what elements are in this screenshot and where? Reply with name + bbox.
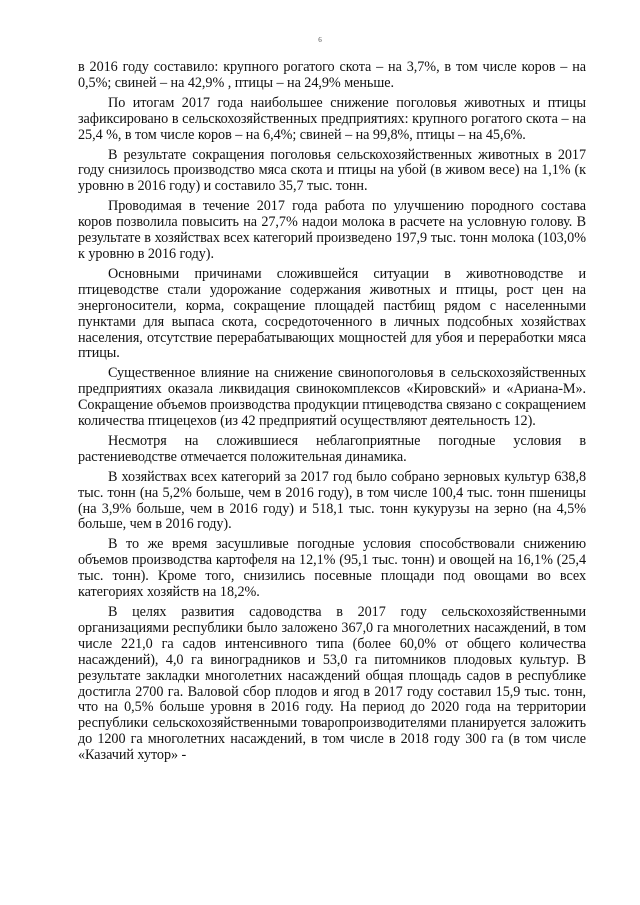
paragraph: В целях развития садоводства в 2017 году сельскохозяйственными организациями республики было заложено 367,0 га многолетних насаждений, в том числе 221,0 га садов интенсивного типа (более 60,0% от общего количества насаждений), 4,0 га виноградников и 53,0 га питомников плодовых культур. В результате закладки многолетних насаждений общая площадь садов в республике достигла 2700 га. Валовой сбор плодов и ягод в 2017 году составил 15,9 тыс. тонн, что на 0,5% больше уровня в 2016 году. На период до 2020 года на территории республики сельскохозяйственными товаропроизводителями планируется заложить до 1200 га многолетних насаждений, в том числе в 2018 году 300 га (в том числе «Казачий хутор» -	[78, 604, 586, 764]
paragraph: Проводимая в течение 2017 года работа по улучшению породного состава коров позволила повысить на 27,7% надои молока в расчете на условную голову. В результате в хозяйствах всех категорий произведено 197,9 тыс. тонн молока (103,0% к уровню в 2016 году).	[78, 198, 586, 262]
paragraph: В хозяйствах всех категорий за 2017 год было собрано зерновых культур 638,8 тыс. тонн (на 5,2% больше, чем в 2016 году), в том числе 100,4 тыс. тонн пшеницы (на 3,9% больше, чем в 2016 году) и 518,1 тыс. тонн кукурузы на зерно (на 4,5% больше, чем в 2016 году).	[78, 468, 586, 533]
paragraph: В результате сокращения поголовья сельскохозяйственных животных в 2017 году снизилось производство мяса скота и птицы на убой (в живом весе) на 1,1% (к уровню в 2016 году) и составило 35,7 тыс. тонн.	[78, 146, 586, 195]
paragraph: Основными причинами сложившейся ситуации в животноводстве и птицеводстве стали удорожание содержания животных и птицы, рост цен на энергоносители, корма, сокращение площадей пастбищ рядом с населенными пунктами для выпаса скота, сосредоточенного в личных подсобных хозяйствах населения, отсутствие перерабатывающих мощностей для убоя и переработки мяса птицы.	[78, 265, 586, 362]
paragraph: Существенное влияние на снижение свинопоголовья в сельскохозяйственных предприятиях оказала ликвидация свинокомплексов «Кировский» и «Ариана-М». Сокращение объемов производства продукции птицеводства связано с сокращением количества птицецехов (из 42 предприятий осуществляют деятельность 12).	[78, 365, 586, 430]
paragraph: По итогам 2017 года наибольшее снижение поголовья животных и птицы зафиксировано в сельскохозяйственных предприятиях: крупного рогатого скота – на 25,4 %, в том числе коров – на 6,4%; свиней – на 99,8%, птицы – на 45,6%.	[78, 94, 586, 143]
paragraph: В то же время засушливые погодные условия способствовали снижению объемов производства картофеля на 12,1% (95,1 тыс. тонн) и овощей на 16,1% (25,4 тыс. тонн). Кроме того, снизились посевные площади под овощами во всех категориях хозяйств на 18,2%.	[78, 536, 586, 601]
paragraph: в 2016 году составило: крупного рогатого скота – на 3,7%, в том числе коров – на 0,5%; свиней – на 42,9% , птицы – на 24,9% меньше.	[78, 59, 586, 91]
body-text	[78, 60, 586, 768]
paragraph: Несмотря на сложившиеся неблагоприятные погодные условия в растениеводстве отмечается положительная динамика.	[78, 432, 586, 465]
page-number: 6	[318, 36, 322, 44]
